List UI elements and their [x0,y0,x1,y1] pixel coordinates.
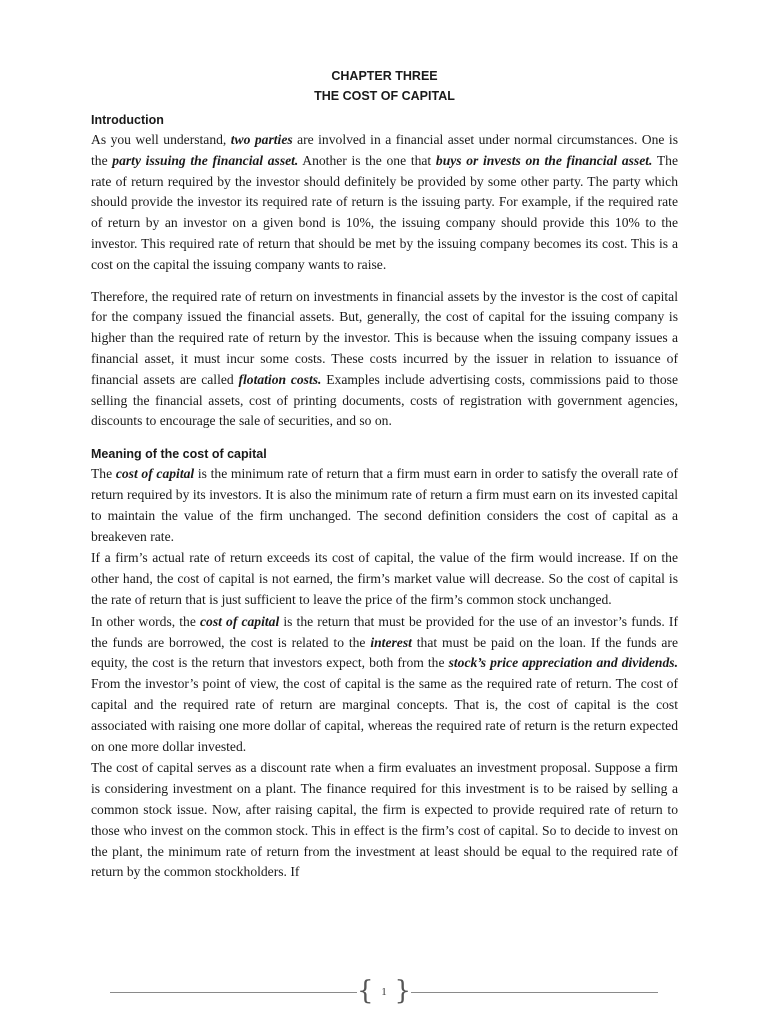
paragraph-meaning-3: In other words, the cost of capital is the return that must be provided for the use of an investor’s funds. If the funds are borrowed, the cost is related to the interest that must be paid on the loan. If the funds are equity, the cost is the return that investors expect, both from the stock’s price appreciation and dividends. From the investor’s point of view, the cost of capital is the same as the required rate of return. The cost of capital and the required rate of return are marginal concepts. That is, the cost of capital is the cost associated with raising one more dollar of capital, whereas the required rate of return is the return expected on one more dollar invested. [91,613,678,754]
section-heading-introduction: Introduction [91,113,164,127]
emphasis-stock-price: stock’s price appreciation and dividends. [448,655,678,671]
emphasis-flotation-costs: flotation costs. [238,371,322,387]
paragraph-intro-1: As you well understand, two parties are involved in a financial asset under normal circumstances. One is the party issuing the financial asset. Another is the one that buys or invests on the financial asset. The rate of return required by the investor should definitely be provided by some other party. The party which should provide the investor its required rate of return is the issuing party. For example, if the required rate of return by an investor on a given bond is 10%, the issuing company should provide this 10% to the investor. This required rate of return that should be met by the issuing company becomes its cost. This is a cost on the capital the issuing company wants to raise. [91,132,678,272]
paragraph-intro-2: Therefore, the required rate of return on investments in financial assets by the investor is the cost of capital for the company issued the financial assets. But, generally, the cost of capital for the issuing company is higher than the required rate of return by the investor. This is because when the issuing company issues a financial asset, it must incur some costs. These costs incurred by the issuer in relation to issuance of financial assets are called flotation costs. Examples include advertising costs, commissions paid to those selling the financial assets, cost of printing documents, costs of registration with government agencies, discounts to encourage the sale of securities, and so on. [91,288,679,429]
paragraph-meaning-2: If a firm’s actual rate of return exceeds its cost of capital, the value of the firm would increase. If on the other hand, the cost of capital is not earned, the firm’s market value will decrease. So the cost of capital is the rate of return that is just sufficient to leave the price of the firm’s common stock unchanged. [91,550,678,607]
page-footer [110,978,658,1008]
page-number: 1 [381,986,387,998]
emphasis-cost-of-capital-2: cost of capital [200,613,280,629]
paragraph-meaning-4: The cost of capital serves as a discount rate when a firm evaluates an investment proposal. Suppose a firm is considering investment on a plant. The finance required for this investment is to be raised by selling a common stock issue. Now, after raising capital, the firm is expected to provide required rate of return to those who invest on the common stock. This in effect is the firm’s cost of capital. So to decide to invest on the plant, the minimum rate of return from the investment at least should be equal to the required rate of return by the common stockholders. If [91,760,678,880]
emphasis-interest: interest [370,634,412,650]
paragraph-meaning-1: The cost of capital is the minimum rate of return that a firm must earn in order to satisfy the overall rate of return required by its investors. It is also the minimum rate of return a firm must earn on its invested capital to maintain the value of the firm unchanged. The second definition considers the cost of capital as a breakeven rate. [91,466,678,544]
right-brace-icon: } [394,976,411,1006]
chapter-title: THE COST OF CAPITAL [314,89,455,103]
emphasis-party-issuing: party issuing the financial asset. [112,152,299,168]
chapter-label: CHAPTER THREE [331,69,438,83]
page-content [91,66,678,883]
emphasis-buys-or-invests: buys or invests on the financial asset. [435,152,653,168]
page-number-box [357,976,411,1006]
left-brace-icon: { [357,976,374,1006]
section-heading-meaning: Meaning of the cost of capital [91,447,267,462]
emphasis-two-parties: two parties [230,132,293,147]
emphasis-cost-of-capital: cost of capital [115,466,195,482]
